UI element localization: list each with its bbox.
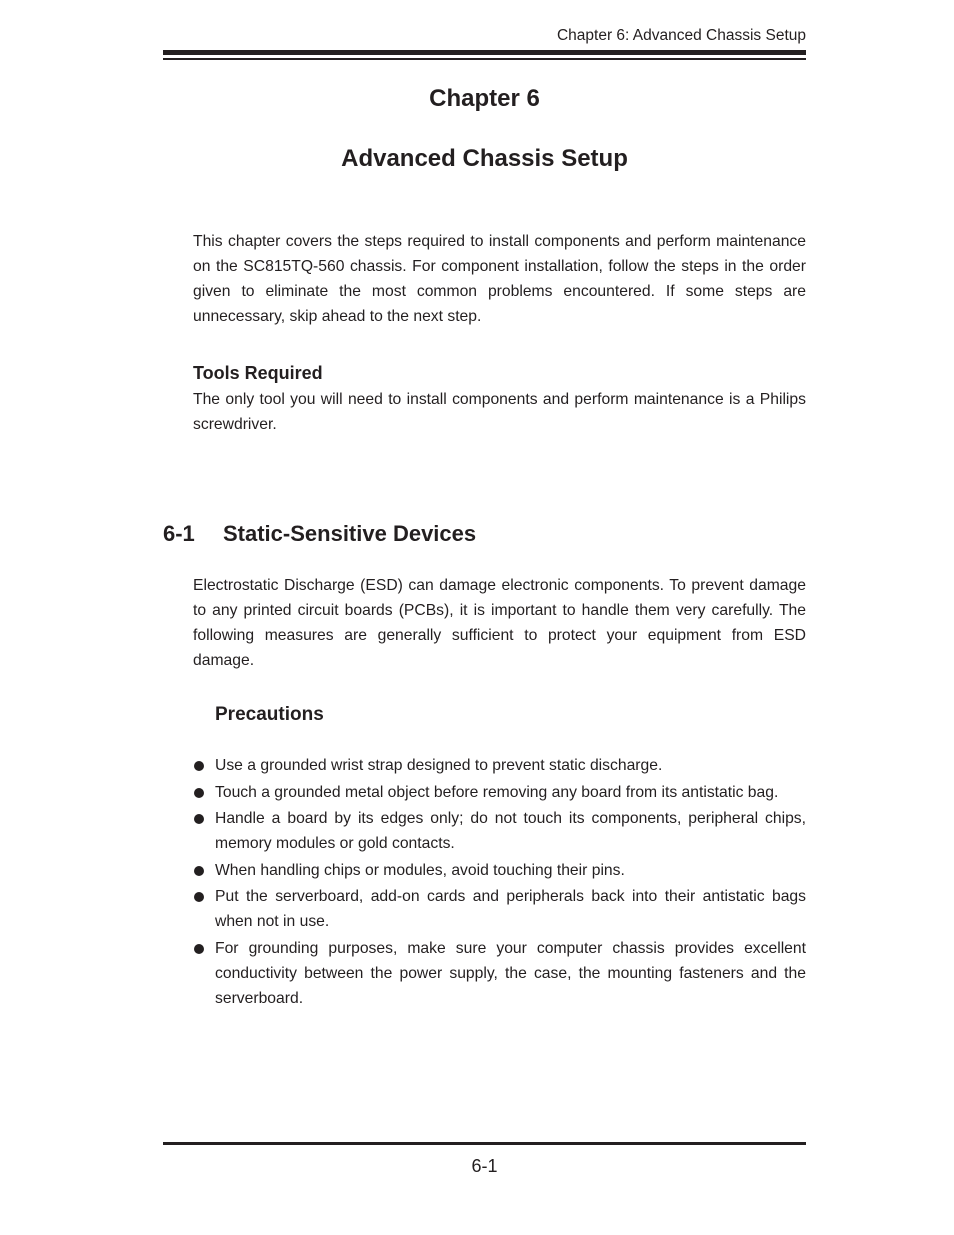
list-item [193,858,806,883]
chapter-title: Advanced Chassis Setup [341,145,628,172]
list-item-text: Use a grounded wrist strap designed to prevent static discharge. [215,757,663,774]
header-rule-thin [163,58,806,60]
section-heading [163,521,476,547]
bullet-icon [194,892,204,902]
list-item-text: Handle a board by its edges only; do not touch its components, peripheral chips, memory modules or gold contacts. [215,810,806,852]
list-item-text: Touch a grounded metal object before removing any board from its antistatic bag. [215,783,779,801]
esd-paragraph: Electrostatic Discharge (ESD) can damage electronic components. To prevent damage to any printed circuit boards (PCBs), it is important to handle them very carefully. The following measures are generally sufficient to protect your equipment from ESD damage. [193,577,806,669]
footer-rule [163,1142,806,1145]
list-item-text: For grounding purposes, make sure your computer chassis provides excellent conductivity between the power supply, the case, the mounting fasteners and the serverboard. [215,939,806,1007]
header-rule-thick [163,50,806,55]
tools-paragraph: The only tool you will need to install components and perform maintenance is a Philips screwdriver. [193,391,806,433]
intro-paragraph: This chapter covers the steps required to install components and perform maintenance on the SC815TQ-560 chassis. For component installation, follow the steps in the order given to eliminate the most common problems encountered. If some steps are unnecessary, skip ahead to the next step. [193,233,806,325]
list-item [193,936,806,1011]
precautions-heading: Precautions [215,704,324,725]
precautions-list [193,753,806,1012]
list-item [193,780,806,805]
bullet-icon [194,866,204,876]
bullet-icon [194,944,204,954]
chapter-number: Chapter 6 [429,85,540,112]
list-item-text: When handling chips or modules, avoid touching their pins. [215,861,625,879]
tools-heading: Tools Required [193,363,323,383]
list-item [193,884,806,934]
page-number: 6-1 [471,1156,498,1176]
section-title: Static-Sensitive Devices [223,521,477,546]
bullet-icon [194,761,204,771]
list-item [193,753,806,778]
bullet-icon [194,814,204,824]
list-item-text: Put the serverboard, add-on cards and peripherals back into their antistatic bags when not in use. [215,888,806,930]
list-item [193,806,806,856]
running-head: Chapter 6: Advanced Chassis Setup [556,27,806,44]
bullet-icon [194,788,204,798]
section-number: 6-1 [163,521,195,546]
